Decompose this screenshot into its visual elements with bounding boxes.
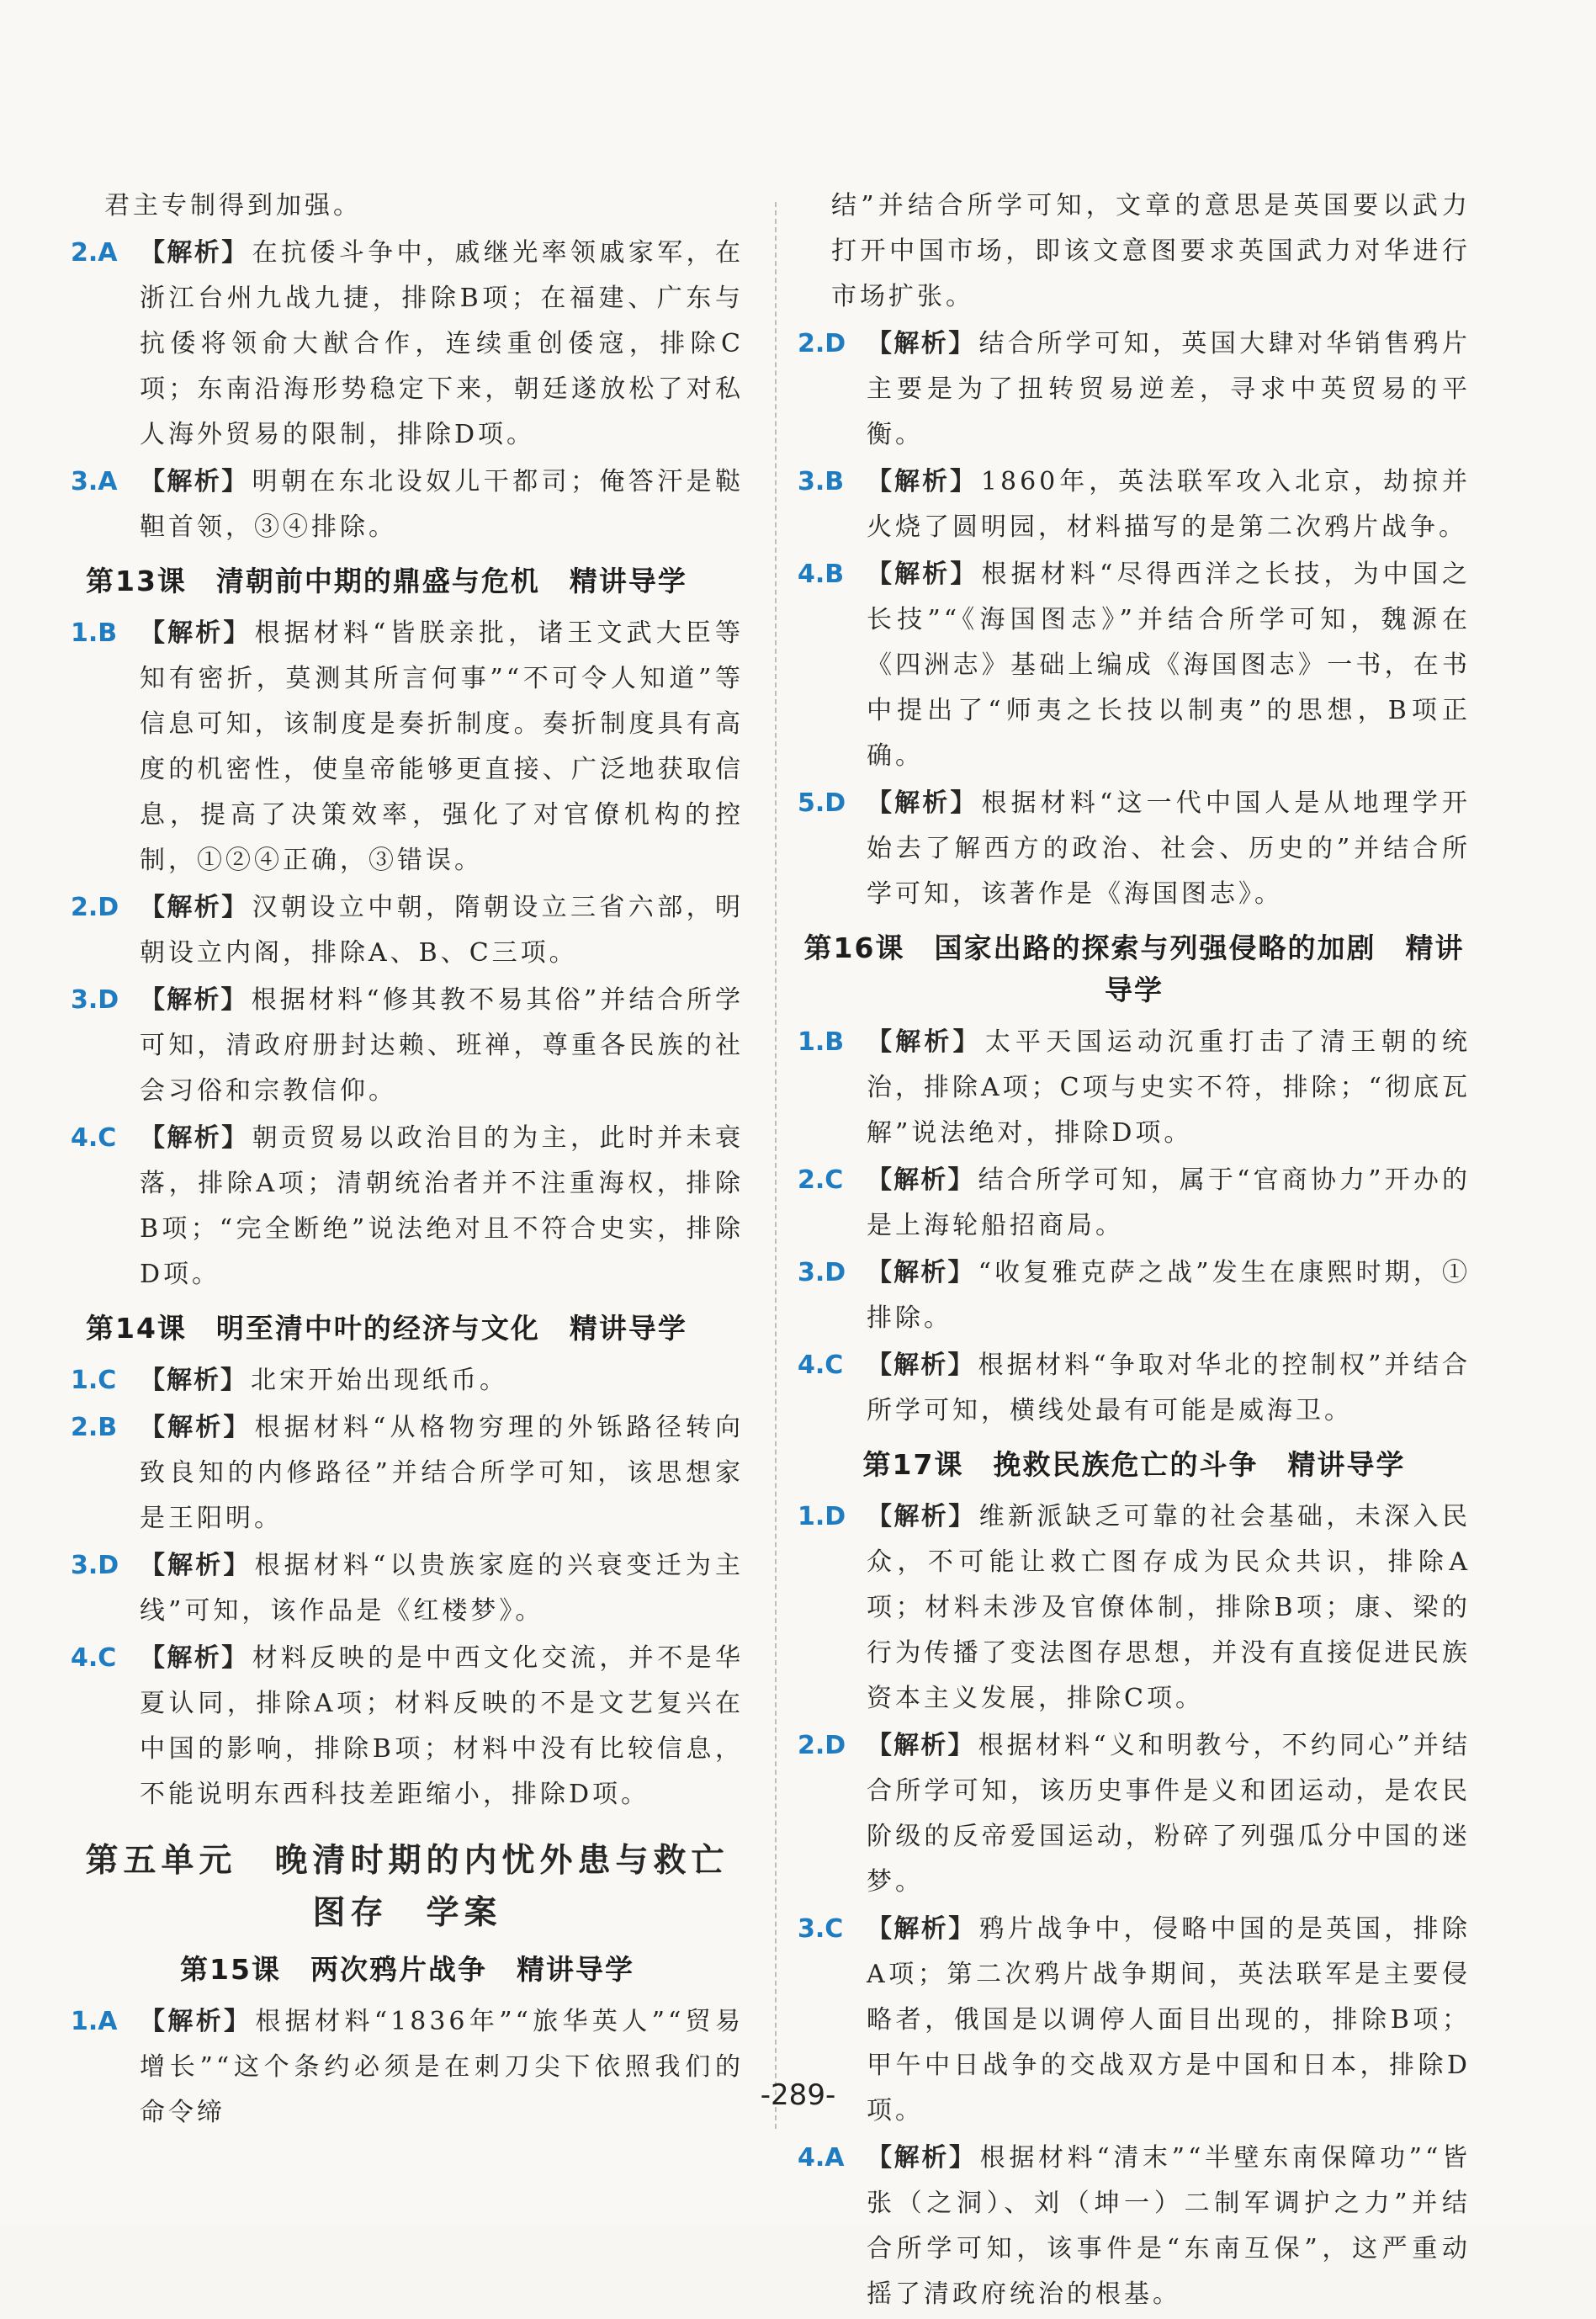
analysis-text: 根据材料“皆朕亲批，诸王文武大臣等知有密折，莫测其所言何事”“不可令人知道”等信息可知，该制度是奏折制度。奏折制度具有高度的机密性，使皇帝能够更直接、广泛地获取信息，提高了决策效率，强化了对官僚机构的控制，①②④正确，③错误。 (140, 618, 744, 875)
answer-item (798, 2136, 1471, 2317)
analysis-text: 太平天国运动沉重打击了清王朝的统治，排除A项；C项与史实不符，排除；“彻底瓦解”说法绝对，排除D项。 (867, 1027, 1471, 1148)
analysis-tag: 【解析】 (867, 1351, 975, 1380)
answer-body (798, 1494, 1471, 1722)
answer-item (798, 1723, 1471, 1905)
answer-body (71, 1636, 744, 1818)
analysis-text: 结合所学可知，属于“官商协力”开办的是上海轮船招商局。 (867, 1165, 1471, 1240)
answer-number: 3.B (798, 467, 845, 496)
answer-number: 4.C (71, 1643, 117, 1673)
answer-number: 3.D (71, 1551, 119, 1580)
lesson-heading: 第15课 两次鸦片战争 精讲导学 (180, 1953, 634, 1986)
answer-item (798, 1250, 1471, 1341)
analysis-tag: 【解析】 (140, 1413, 252, 1442)
answer-body (798, 552, 1471, 779)
answer-body (71, 459, 744, 550)
answer-body (798, 459, 1471, 550)
answer-number: 3.D (71, 985, 119, 1015)
answer-item (71, 978, 744, 1114)
right-column (798, 183, 1471, 2319)
analysis-text: 维新派缺乏可靠的社会基础，未深入民众，不可能让救亡图存成为民众共识，排除A项；材料未涉及官僚体制，排除B项；康、梁的行为传播了变法图存思想，并没有直接促进民族资本主义发展，排除C项。 (867, 1502, 1471, 1713)
analysis-tag: 【解析】 (140, 1123, 249, 1153)
answer-number: 2.C (798, 1165, 844, 1195)
answer-number: 2.B (71, 1413, 118, 1442)
answer-body (798, 1250, 1471, 1341)
analysis-tag: 【解析】 (140, 1551, 252, 1580)
answer-body (71, 611, 744, 884)
answer-body (798, 1723, 1471, 1905)
answer-item (798, 1343, 1471, 1434)
analysis-tag: 【解析】 (140, 467, 249, 496)
analysis-tag: 【解析】 (867, 1502, 976, 1531)
answer-continuation: 结”并结合所学可知，文章的意思是英国要以武力打开中国市场，即该文意图要求英国武力对华进行市场扩张。 (831, 191, 1471, 311)
analysis-text: 根据材料“以贵族家庭的兴衰变迁为主线”可知，该作品是《红楼梦》。 (140, 1551, 744, 1626)
answer-number: 4.C (798, 1351, 844, 1380)
lesson-heading: 第13课 清朝前中期的鼎盛与危机 精讲导学 (86, 565, 687, 597)
analysis-tag: 【解析】 (140, 985, 248, 1015)
answer-number: 4.A (798, 2143, 845, 2173)
analysis-tag: 【解析】 (867, 788, 978, 818)
answer-number: 4.B (798, 560, 845, 589)
answer-continuation: 君主专制得到加强。 (104, 191, 362, 220)
analysis-text: 根据材料“修其教不易其俗”并结合所学可知，清政府册封达赖、班禅，尊重各民族的社会习俗和宗教信仰。 (140, 985, 744, 1106)
analysis-text: 汉朝设立中朝，隋朝设立三省六部，明朝设立内阁，排除A、B、C三项。 (140, 893, 745, 968)
answer-number: 1.D (798, 1502, 846, 1531)
lesson-heading: 第17课 挽救民族危亡的斗争 精讲导学 (862, 1448, 1406, 1481)
page-number: -289- (760, 2078, 836, 2112)
analysis-tag: 【解析】 (140, 618, 252, 648)
analysis-text: 根据材料“1836年”“旅华英人”“贸易增长”“这个条约必须是在刺刀尖下依照我们的命令缔 (140, 2007, 744, 2127)
analysis-text: 朝贡贸易以政治目的为主，此时并未衰落，排除A项；清朝统治者并不注重海权，排除B项；“完全断绝”说法绝对且不符合史实，排除D项。 (140, 1123, 745, 1289)
analysis-tag: 【解析】 (867, 467, 978, 496)
answer-number: 2.A (71, 238, 118, 268)
analysis-tag: 【解析】 (140, 893, 249, 922)
analysis-text: 根据材料“这一代中国人是从地理学开始去了解西方的政治、社会、历史的”并结合所学可知，该著作是《海国图志》。 (867, 788, 1471, 909)
analysis-text: 根据材料“争取对华北的控制权”并结合所学可知，横线处最有可能是威海卫。 (867, 1351, 1471, 1425)
answer-body (798, 1020, 1471, 1156)
analysis-tag: 【解析】 (140, 1366, 247, 1395)
answer-item (798, 781, 1471, 917)
answer-body (71, 1543, 744, 1634)
answer-number: 2.D (798, 329, 846, 358)
answer-item (798, 459, 1471, 550)
answer-item (798, 1020, 1471, 1156)
answer-item (798, 1158, 1471, 1249)
analysis-text: 根据材料“尽得西洋之长技，为中国之长技”“《海国图志》”并结合所学可知，魏源在《四洲志》基础上编成《海国图志》一书，在书中提出了“师夷之长技以制夷”的思想，B项正确。 (867, 560, 1471, 771)
answer-number: 1.B (71, 618, 118, 648)
analysis-tag: 【解析】 (140, 238, 249, 268)
answer-item (71, 1636, 744, 1818)
answer-number: 5.D (798, 788, 846, 818)
answer-number: 4.C (71, 1123, 117, 1153)
answer-number: 1.C (71, 1366, 117, 1395)
unit-heading: 第五单元 晚清时期的内忧外患与救亡图存 学案 (85, 1841, 729, 1932)
answer-body (71, 1116, 744, 1297)
answer-number: 2.D (798, 1731, 846, 1760)
answer-body (71, 1999, 744, 2136)
answer-number: 3.D (798, 1258, 846, 1287)
analysis-text: 材料反映的是中西文化交流，并不是华夏认同，排除A项；材料反映的不是文艺复兴在中国的影响，排除B项；材料中没有比较信息，不能说明东西科技差距缩小，排除D项。 (140, 1643, 745, 1809)
answer-number: 3.C (798, 1914, 844, 1944)
answer-item (798, 321, 1471, 458)
answer-number: 2.D (71, 893, 119, 922)
analysis-tag: 【解析】 (867, 1731, 975, 1760)
analysis-text: 北宋开始出现纸币。 (251, 1366, 508, 1395)
analysis-tag: 【解析】 (867, 1165, 975, 1195)
answer-item (71, 1358, 744, 1404)
lesson-heading: 第14课 明至清中叶的经济与文化 精讲导学 (86, 1312, 687, 1345)
left-column (71, 183, 744, 2137)
column-divider (775, 202, 777, 2129)
analysis-text: 明朝在东北设奴儿干都司；俺答汗是鞑靼首领，③④排除。 (140, 467, 745, 542)
answer-body (798, 2136, 1471, 2317)
answer-item (71, 1405, 744, 1542)
answer-body (798, 321, 1471, 458)
answer-body (71, 1358, 744, 1404)
analysis-text: 在抗倭斗争中，戚继光率领戚家军，在浙江台州九战九捷，排除B项；在福建、广东与抗倭将领俞大猷合作，连续重创倭寇，排除C项；东南沿海形势稳定下来，朝廷遂放松了对私人海外贸易的限制，排除D项。 (140, 238, 745, 449)
lesson-heading: 第16课 国家出路的探索与列强侵略的加剧 精讲导学 (803, 931, 1465, 1006)
analysis-text: 根据材料“义和明教兮，不约同心”并结合所学可知，该历史事件是义和团运动，是农民阶级的反帝爱国运动，粉碎了列强瓜分中国的迷梦。 (867, 1731, 1471, 1897)
answer-item (71, 459, 744, 550)
answer-item (71, 1543, 744, 1634)
answer-body (71, 978, 744, 1114)
answer-item (71, 885, 744, 976)
analysis-tag: 【解析】 (867, 2143, 977, 2173)
answer-body (71, 231, 744, 458)
answer-body (71, 885, 744, 976)
answer-item (798, 1494, 1471, 1722)
answer-item (71, 1116, 744, 1297)
answer-item (71, 611, 744, 884)
analysis-tag: 【解析】 (867, 1027, 982, 1057)
analysis-tag: 【解析】 (867, 329, 976, 358)
analysis-text: 结合所学可知，英国大肆对华销售鸦片主要是为了扭转贸易逆差，寻求中英贸易的平衡。 (867, 329, 1471, 449)
analysis-tag: 【解析】 (140, 1643, 249, 1673)
analysis-text: 根据材料“从格物穷理的外铄路径转向致良知的内修路径”并结合所学可知，该思想家是王阳明。 (140, 1413, 744, 1533)
answer-number: 1.B (798, 1027, 845, 1057)
answer-body (798, 1343, 1471, 1434)
analysis-tag: 【解析】 (867, 1914, 976, 1944)
answer-item (71, 231, 744, 458)
answer-body (798, 1158, 1471, 1249)
answer-body (71, 1405, 744, 1542)
answer-number: 1.A (71, 2007, 118, 2036)
analysis-tag: 【解析】 (867, 560, 978, 589)
analysis-text: 根据材料“清末”“半壁东南保障功”“皆张（之洞）、刘（坤一）二制军调护之力”并结合所学可知，该事件是“东南互保”，这严重动摇了清政府统治的根基。 (867, 2143, 1471, 2309)
answer-item (798, 552, 1471, 779)
analysis-text: 鸦片战争中，侵略中国的是英国，排除A项；第二次鸦片战争期间，英法联军是主要侵略者，俄国是以调停人面目出现的，排除B项；甲午中日战争的交战双方是中国和日本，排除D项。 (867, 1914, 1471, 2125)
answer-number: 3.A (71, 467, 118, 496)
answer-item (71, 1999, 744, 2136)
analysis-tag: 【解析】 (867, 1258, 975, 1287)
analysis-text: 1860年，英法联军攻入北京，劫掠并火烧了圆明园，材料描写的是第二次鸦片战争。 (867, 467, 1471, 542)
analysis-text: “收复雅克萨之战”发生在康熙时期，①排除。 (867, 1258, 1471, 1333)
analysis-tag: 【解析】 (140, 2007, 252, 2036)
answer-body (798, 781, 1471, 917)
